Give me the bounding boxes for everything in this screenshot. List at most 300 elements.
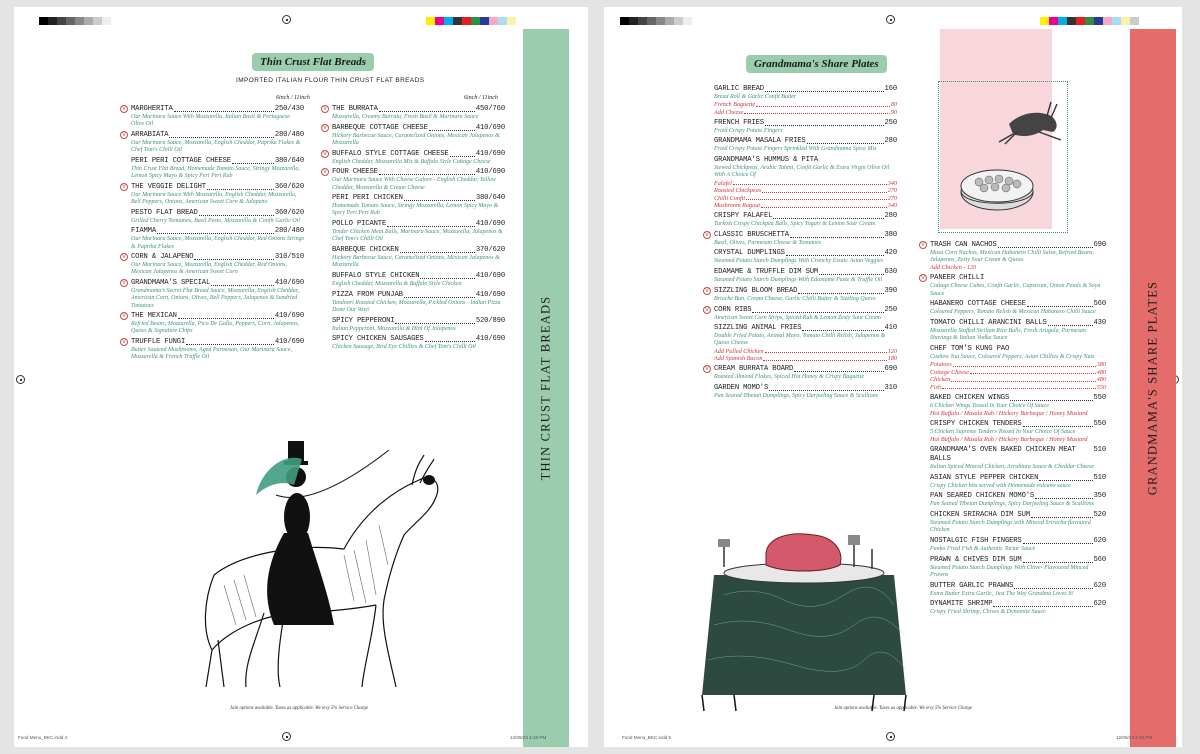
menu-item-header [332, 150, 505, 159]
menu-item-description: Pan Seared Tibetan Dumplings, Spicy Darjeeling Sauce & Scallions [930, 501, 1094, 508]
registration-mark [282, 732, 291, 741]
grayscale-bar [39, 17, 111, 25]
dot-leader [752, 306, 883, 313]
menu-item [332, 272, 505, 288]
dot-leader [993, 600, 1092, 607]
menu-item-description: Italian Spiced Minced Chicken, Arrabiata Sauce & Cheddar Cheese [930, 464, 1095, 471]
dot-leader [733, 180, 887, 186]
dot-leader [1039, 474, 1092, 481]
menu-item-name: BAKED CHICKEN WINGS [930, 393, 1010, 402]
menu-item-name: CRISPY CHICKEN TENDERS [930, 419, 1022, 428]
menu-item-header [714, 365, 897, 374]
menu-item-name: FRENCH FRIES [714, 118, 764, 127]
menu-item-header [930, 474, 1106, 483]
menu-item-description: Roasted Almond Flakes, Spiced Hot Honey & Crispy Baguette [714, 374, 865, 381]
add-on-label: Cottage Cheese [930, 368, 970, 376]
menu-item-name: BUFFALO STYLE COTTAGE CHEESE [332, 149, 449, 158]
dot-leader [953, 361, 1096, 367]
add-on-label: Chilli Confit [714, 194, 746, 202]
menu-item-description: English Cheddar, Mozzarella & Buffalo Style Chicken [332, 280, 462, 287]
menu-item-description: Pan Seared Tibetan Dumplings, Spicy Darjeeling Sauce & Scallions [714, 392, 878, 399]
menu-item-name: THE MEXICAN [131, 312, 177, 321]
section-title: Thin Crust Flat Breads [252, 53, 374, 71]
menu-item-header [131, 227, 304, 236]
dot-leader [790, 231, 884, 238]
menu-item [714, 119, 897, 135]
menu-item [714, 156, 897, 209]
menu-item-name: TRUFFLE FUNGI [131, 338, 186, 347]
menu-item-price: 380/640 [475, 194, 505, 203]
dot-leader [379, 168, 475, 175]
dot-leader [1048, 319, 1093, 326]
menu-item-price: 690 [1093, 241, 1106, 249]
side-band-label: GRANDMAMA'S SHARE PLATES [1145, 280, 1160, 496]
menu-item-header [930, 300, 1106, 309]
menu-item-description: Crispy Chicken bits served with Homemade volcano sauce [930, 482, 1071, 489]
vegetarian-icon: V [121, 131, 126, 138]
menu-item-header [714, 137, 897, 146]
menu-item [704, 365, 897, 381]
service-note: Jain options available. Taxes as applicable. We levy 5% Service Charge [834, 706, 973, 711]
menu-item-price: 550 [1093, 419, 1106, 428]
menu-item-description: Fried Crispy Potato Fingers Sprinkled With Grandmama Spice Mix [714, 146, 877, 153]
dot-leader [199, 209, 274, 216]
menu-item-header [930, 492, 1106, 501]
menu-item-header [131, 183, 304, 192]
dot-leader [794, 365, 883, 372]
menu-item-name: CREAM BURRATA BOARD [714, 365, 794, 374]
menu-item-description: Our Marinara Sauce With Cheese Galore - English Cheddar, Yellow Cheddar, Mozzarella & Cream Cheese [332, 177, 496, 191]
menu-item-name: SIZZLING ANIMAL FRIES [714, 324, 802, 333]
side-band [523, 29, 569, 747]
add-on-label: Falafel [714, 179, 732, 187]
dot-leader [1010, 394, 1092, 401]
menu-item [930, 300, 1106, 316]
menu-item-price: 510 [1093, 446, 1106, 455]
add-on-price: 480 [1096, 368, 1106, 376]
menu-item-name: PAN SEARED CHICKEN MOMO'S [930, 492, 1035, 501]
dot-leader [802, 324, 883, 331]
vegetarian-icon: V [322, 169, 327, 176]
menu-item-price: 410/690 [475, 168, 505, 177]
menu-item-price: 250 [884, 118, 897, 127]
menu-item-price: 450/760 [475, 105, 505, 113]
vegetarian-icon: V [704, 366, 709, 373]
menu-item [121, 253, 304, 276]
menu-item-header [930, 582, 1106, 591]
menu-item-description: Chicken Sausage, Bird Eye Chillies & Chef Tom's Chilli Oil [332, 344, 476, 351]
menu-item-price: 410/690 [274, 338, 304, 347]
dot-leader [1035, 492, 1092, 499]
menu-item-name: NOSTALGIC FISH FINGERS [930, 537, 1022, 546]
dot-leader [395, 317, 474, 324]
dot-leader [763, 355, 886, 361]
menu-item [714, 137, 897, 153]
menu-item-header [131, 105, 304, 114]
menu-item-name: THE VEGGIE DELIGHT [131, 182, 206, 191]
menu-item-price: 430 [1093, 319, 1106, 328]
menu-item-description: Steamed Potato Starch Dumplings With Edamame Paste & Truffle Oil [714, 277, 883, 284]
menu-column [704, 85, 897, 403]
menu-item-name: TRASH CAN NACHOS [930, 241, 997, 249]
menu-item-description: Butter Sauteed Mushrooms, Aged Parmesan, Our Marinara Sauce, Mozzarella & French Truffle Oil [131, 347, 292, 361]
menu-item [930, 319, 1106, 342]
menu-item [131, 209, 304, 225]
dot-leader [174, 105, 274, 112]
menu-item [930, 394, 1106, 418]
menu-item-description: Double Fried Potato, Animal Mayo, Tomato Chilli Relish, Jalapenos & Queso Cheese [714, 333, 886, 347]
menu-item-description: Thin Crust Flat Bread, Homemade Tomato Sauce, Stringy Mozzarella, Lemon Spicy Mayo & Spicy Peri Peri Rub [131, 165, 300, 180]
dot-leader [1027, 300, 1093, 307]
add-on-price: 90 [890, 108, 897, 116]
add-on-label: Add Pulled Chicken [714, 347, 764, 355]
dot-leader [379, 105, 475, 112]
dot-leader [773, 212, 883, 219]
menu-item [332, 291, 505, 314]
print-timestamp: 12/08/23 4:16 PM [1116, 735, 1153, 740]
menu-item-price: 410/690 [475, 220, 505, 229]
menu-item-description: Panko Fried Fish & Authentic Tartar Sauce [930, 546, 1036, 553]
menu-item-price: 250 [884, 305, 897, 314]
print-timestamp: 12/08/23 4:16 PM [510, 735, 547, 740]
add-on-option [930, 436, 1106, 444]
menu-item-description: Hickory Barbecue Sauce, Caramelized Onions, Mexican Jalapenos & Mozzarella [332, 255, 500, 269]
size-header: 6inch / 11inch [276, 95, 310, 101]
menu-item-description: Basil, Olives, Parmesan Cheese & Tomatoes [714, 239, 822, 246]
menu-item-header [930, 345, 1106, 354]
side-band [1130, 29, 1176, 747]
size-header: 6inch / 11inch [464, 95, 498, 101]
vegetarian-icon: V [920, 275, 925, 282]
menu-item-header [930, 556, 1106, 565]
leaping-hare-illustration [999, 102, 1061, 144]
menu-item-header [714, 231, 897, 240]
menu-item-description: Bread Roll & Garlic Confit Butter [714, 94, 797, 100]
menu-item-name: ARRABIATA [131, 130, 169, 139]
menu-item-name: BARBEQUE COTTAGE CHEESE [332, 123, 428, 132]
menu-item-description: Tandoori Roasted Chicken, Mozzarella, Pickled Onions - Indian Pizza Done Our Way! [332, 299, 501, 313]
registration-mark [886, 15, 895, 24]
menu-item-description: Our Marinara Sauce With Mozzarella, Italian Basil & Portuguese Olive Oil [131, 114, 290, 128]
menu-item-price: 560 [1093, 300, 1106, 309]
dot-leader [400, 246, 475, 253]
menu-item-name: CHEF TOM'S KUNG PAO [930, 344, 1010, 353]
menu-item-description: Brioche Bun, Cream Cheese, Garlic Chilli Butter & Sizzling Queso [714, 295, 876, 302]
menu-item-header [332, 246, 505, 255]
menu-item-header [930, 420, 1106, 429]
dot-leader [761, 202, 887, 208]
menu-item-header [930, 600, 1106, 609]
dot-leader [786, 249, 884, 256]
menu-item-price: 410/690 [475, 290, 505, 299]
menu-item-description: Crispy Fried Shrimp, Chives & Dynamite Sauce [930, 609, 1046, 616]
vegetarian-icon: V [121, 183, 126, 190]
add-on-option [930, 410, 1106, 418]
dot-leader [186, 338, 274, 345]
menu-item-price: 520 [1093, 511, 1106, 520]
menu-item-description: Our Marinara Sauce, Mozzarella, English Cheddar, Red Onions Strings & Paprika Flakes [131, 236, 304, 250]
menu-item-name: GRANDMAMA'S HUMMUS & PITA [714, 156, 819, 165]
menu-item [930, 345, 1106, 391]
menu-item [322, 123, 505, 147]
menu-item-description: Mozzarella, Creamy Burrata, Fresh Basil & Marinara Sauce [332, 114, 479, 120]
registration-mark [886, 732, 895, 741]
menu-item-description: Extra Butter Extra Garlic, Just The Way Grandma Loves It! [930, 590, 1074, 597]
menu-item-price: 310 [884, 383, 897, 392]
dot-leader [819, 268, 883, 275]
menu-item [714, 384, 897, 400]
menu-item [332, 220, 505, 243]
menu-item-header [332, 220, 505, 229]
add-on-price: 340 [887, 179, 897, 187]
menu-item-name: EDAMAME & TRUFFLE DIM SUM [714, 268, 819, 277]
add-on-label: Hot Buffalo / Masala Rub / Hickory Barbeque / Honey Mustard [930, 409, 1088, 417]
add-on-label: Chicken [930, 376, 951, 384]
menu-item-price: 410/690 [475, 149, 505, 158]
dot-leader [1023, 420, 1093, 427]
add-on-option [714, 101, 897, 109]
menu-item [930, 600, 1106, 616]
menu-item-price: 410/690 [475, 123, 505, 132]
menu-item-name: TOMATO CHILLI ARANCINI BALLS [930, 319, 1047, 328]
add-on-price: 270 [887, 187, 897, 195]
menu-item-description: Grandmama's Secret Flat Bread Sauce, Mozzarella, English Cheddar, American Corn, Onions, Olives, Bell Peppers, Jalapenos & Sundried Tomatoes [131, 288, 299, 309]
vegetarian-icon: V [704, 287, 709, 294]
menu-item-name: SPICY PEPPERONI [332, 316, 395, 325]
menu-item-description: English Cheddar, Mozzarella Mix & Buffalo Style Cottage Cheese [332, 158, 491, 165]
dot-leader [194, 253, 273, 260]
menu-item-description: Steamed Potato Starch Dumplings with Minced Sriracha flavoured Chicken [930, 520, 1091, 534]
menu-item [920, 274, 1106, 297]
menu-item-price: 310/510 [274, 253, 304, 262]
side-band-label: THIN CRUST FLAT BREADS [538, 295, 553, 481]
menu-item-price: 280 [884, 212, 897, 221]
menu-item-name: GARDEN MOMO'S [714, 383, 769, 392]
menu-item-description: American Sweet Corn Strips, Spiced Rub & Lemon Zesty Sour Cream [714, 314, 881, 321]
menu-item [121, 130, 304, 154]
menu-item-header [930, 394, 1106, 403]
menu-page-left [14, 7, 588, 747]
dot-leader [1031, 511, 1093, 518]
menu-item-price: 410/690 [475, 271, 505, 280]
menu-item-header [131, 279, 304, 288]
menu-item-description: Tender Chicken Meat Balls, Marinara Sauce, Mozzarella, Jalapenos & Chef Tom's Chilli Oil [332, 229, 503, 243]
menu-item-header [332, 317, 505, 326]
add-on-option [714, 180, 897, 188]
menu-item-header [930, 446, 1106, 464]
menu-item [322, 105, 505, 121]
menu-item-name: CRISPY FALAFEL [714, 212, 773, 221]
vegetarian-icon: V [322, 106, 327, 112]
vegetarian-icon: V [920, 242, 925, 248]
dot-leader [207, 183, 274, 190]
dot-leader [998, 241, 1093, 248]
menu-item-description: Our Marinara Sauce, Mozzarella, English Cheddar, Red Onions, Mexican Jalapenos & American Sweet Corn [131, 262, 287, 276]
add-on-label: Hot Buffalo / Masala Rub / Hickory Barbeque / Honey Mustard [930, 436, 1088, 444]
dot-leader [211, 279, 274, 286]
menu-item-description: Masa Corn Nachos, Mexican Habanero Chilli Salsa, Refried Beans, Jalapenos, Zesty Sour Cream & Queso [930, 250, 1094, 264]
menu-item-name: PIZZA FROM PUNJAB [332, 290, 403, 299]
menu-item-name: GRANDMAMA'S OVEN BAKED CHICKEN MEAT BALLS [930, 446, 1076, 464]
menu-item-name: HABANERO COTTAGE CHEESE [930, 300, 1026, 309]
add-on-option [714, 355, 897, 363]
menu-item-description: Our Marinara Sauce, Mozzarella, English Cheddar, Paprika Flakes & Chef Tom's Chilli Oil [131, 139, 301, 154]
dot-leader [404, 291, 475, 298]
menu-item-header [332, 194, 505, 203]
menu-item-header [714, 268, 897, 277]
menu-item-name: BARBEQUE CHICKEN [332, 246, 399, 255]
menu-item-name: BUTTER GARLIC PRAWNS [930, 581, 1014, 590]
menu-item-name: MARGHERITA [131, 105, 173, 113]
menu-item-price: 410/690 [274, 279, 304, 288]
woman-on-horse-illustration [184, 425, 454, 707]
dot-leader [970, 369, 1096, 375]
menu-item [920, 241, 1106, 272]
dot-leader [450, 150, 475, 157]
grayscale-bar [620, 17, 692, 25]
section-subtitle: IMPORTED ITALIAN FLOUR THIN CRUST FLAT BREADS [236, 77, 425, 84]
menu-item-header [131, 253, 304, 262]
menu-item-price: 360/620 [274, 182, 304, 191]
menu-item-description: Italian Pepperoni, Mozzarella & Hint Of Jalapenos [332, 325, 456, 332]
menu-item-header [714, 324, 897, 333]
menu-item-price: 410/690 [274, 312, 304, 321]
menu-page-right [604, 7, 1182, 747]
menu-item-price: 620 [1093, 537, 1106, 546]
dot-leader [942, 384, 1096, 390]
menu-item-header [714, 156, 897, 165]
menu-item-header [930, 241, 1106, 250]
menu-item-header [332, 291, 505, 300]
menu-item-name: DYNAMITE SHRIMP [930, 600, 993, 609]
menu-item [714, 268, 897, 284]
menu-item [121, 182, 304, 206]
menu-item-price: 280/480 [274, 130, 304, 139]
menu-item-price: 410 [884, 324, 897, 333]
dot-leader [746, 195, 887, 201]
menu-item-header [131, 338, 304, 347]
dot-leader [387, 220, 475, 227]
dot-leader [807, 137, 884, 144]
menu-item-description: Grilled Cherry Tomatoes, Basil Pesto, Mozzarella & Confit Garlic Oil [131, 217, 301, 224]
dot-leader [765, 348, 887, 354]
add-on-label: Add Spanish Bacon [714, 355, 763, 363]
dot-leader [1023, 537, 1093, 544]
add-on-label: Roasted Chickpeas [714, 187, 762, 195]
menu-item-description: Cottage Cheese Cubes, Confit Garlic, Capsicum, Onion Petals & Soya Sauce [930, 283, 1101, 297]
menu-item [930, 511, 1106, 534]
vegetarian-icon: V [121, 313, 126, 320]
pie-frame [938, 81, 1068, 233]
service-note: Jain options available. Taxes as applicable. We levy 5% Service Charge [230, 706, 369, 711]
menu-item-header [332, 105, 505, 114]
menu-item-header [332, 335, 505, 344]
menu-item-description: Refried Beans, Mozzarella, Pico De Gallo, Peppers, Corn, Jalapenos, Queso & Signature Chips [131, 321, 300, 335]
menu-item-description: Hickory Barbecue Sauce, Caramelized Onions, Mexican Jalapenos & Mozzarella [332, 132, 500, 146]
add-on-option [714, 109, 897, 117]
dot-leader [232, 157, 274, 164]
menu-item-price: 280/480 [274, 227, 304, 236]
menu-item-description: Stewed Chickpeas, Arabic Tahini, Confit Garlic & Extra Virgin Olive Oil With A Choice Of [714, 165, 890, 179]
dot-leader [756, 101, 890, 107]
menu-item-price: 380 [884, 230, 897, 239]
menu-item-header [714, 119, 897, 128]
menu-item-name: PESTO FLAT BREAD [131, 208, 198, 217]
menu-item-name: ASIAN STYLE PEPPER CHICKEN [930, 473, 1039, 482]
menu-item-name: PRAWN & CHIVES DIM SUM [930, 555, 1022, 564]
menu-item [930, 446, 1106, 471]
add-on-price: 340 [887, 202, 897, 210]
menu-item [121, 338, 304, 361]
menu-item-price: 370/620 [475, 246, 505, 255]
menu-item [930, 556, 1106, 579]
menu-item-name: SPICY CHICKEN SAUSAGES [332, 335, 424, 344]
menu-item-header [714, 212, 897, 221]
menu-item-header [714, 384, 897, 393]
menu-item-name: FOUR CHEESE [332, 168, 378, 177]
menu-item [930, 537, 1106, 553]
add-on-option [930, 384, 1106, 392]
menu-item [714, 212, 897, 228]
dot-leader [404, 194, 475, 201]
add-on-price: 550 [1096, 383, 1106, 391]
menu-item-name: GARLIC BREAD [714, 85, 764, 93]
menu-item-description: Our Marinara Sauce With Mozzarella, English Cheddar, Mozzarella, Bell Peppers, Onions, American Sweet Corn & Jalapeno [131, 191, 297, 205]
menu-item-description: Turkish Crispy Chickpea Balls, Spicy Yogurt & Lemon Sour Cream [714, 221, 876, 228]
menu-item-description: Steamed Potato Starch Dumplings With Chive- Flavoured Minced Prawns [930, 564, 1089, 578]
add-on-label: Mushroom Ragout [714, 202, 761, 210]
menu-item-header [930, 537, 1106, 546]
menu-item [322, 149, 505, 166]
menu-item [332, 335, 505, 351]
menu-column [322, 105, 505, 354]
menu-item-price: 510 [1093, 473, 1106, 482]
menu-item-price: 620 [1093, 581, 1106, 590]
dot-leader [420, 272, 474, 279]
menu-item-description: 5 Chicken Supreme Tenders Tossed In Your Choice Of Sauce [930, 428, 1076, 435]
menu-item [332, 246, 505, 269]
vegetarian-icon: V [121, 280, 126, 287]
add-on-option [930, 369, 1106, 377]
dot-leader [429, 124, 475, 131]
menu-item-price: 250/430 [274, 105, 304, 113]
menu-item-description: Coloured Peppers, Tomato Relish & Mexican Habanero Chilli Sauce [930, 309, 1096, 316]
add-on-price: 480 [1096, 376, 1106, 384]
menu-item-price: 390 [884, 286, 897, 295]
vegetarian-icon: V [121, 339, 126, 346]
dot-leader [765, 85, 884, 92]
registration-mark [16, 375, 25, 384]
vegetarian-icon: V [322, 124, 327, 131]
menu-item-name: CLASSIC BRUSCHETTA [714, 230, 789, 239]
menu-item-name: SIZZLING BLOOM BREAD [714, 286, 798, 295]
menu-item-description: Cashew Nut Sauce, Coloured Peppers, Asian Chillies & Crispy Nuts [930, 353, 1095, 360]
vegetarian-icon: V [704, 306, 709, 313]
menu-item-price: 380/640 [274, 156, 304, 165]
add-on-label: Add Chicken - 120 [930, 264, 977, 272]
menu-item [930, 492, 1106, 508]
menu-item-header [714, 249, 897, 258]
menu-item [704, 305, 897, 322]
color-bar [426, 17, 516, 25]
dot-leader [178, 312, 274, 319]
menu-item-price: 560 [1093, 555, 1106, 564]
menu-item [930, 474, 1106, 490]
print-slug: Food Menu_BKC.indd 4 [18, 735, 68, 740]
menu-item-header [332, 124, 505, 133]
add-on-price: 380 [1096, 361, 1106, 369]
menu-item-price: 420 [884, 249, 897, 258]
